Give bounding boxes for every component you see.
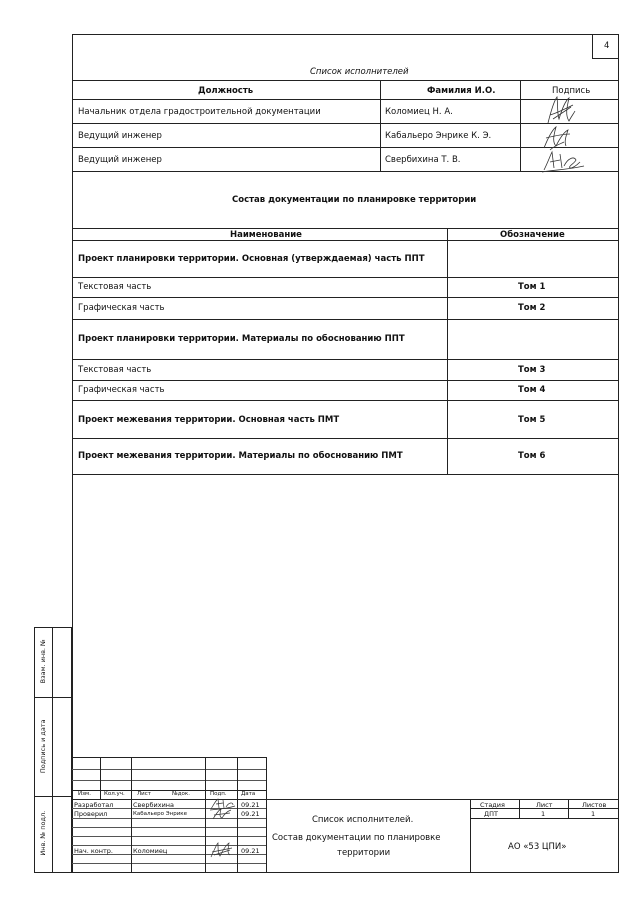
- title-block-col: [205, 757, 206, 873]
- side-stamp-podpis-label: Подпись и дата: [38, 719, 47, 774]
- title-block-col: [266, 757, 267, 873]
- composition-row-line: [72, 359, 619, 360]
- composition-top-line: [72, 228, 619, 229]
- doc-title-line2: Состав документации по планировке: [272, 833, 441, 843]
- side-stamp-row-line: [34, 697, 72, 698]
- performers-header-name: Фамилия И.О.: [427, 86, 496, 96]
- side-stamp-row-line: [34, 796, 72, 797]
- stage-header: Стадия: [480, 801, 505, 809]
- title-row-role: Проверил: [74, 810, 108, 818]
- composition-row-line: [72, 438, 619, 439]
- sheet-number-border-bottom: [592, 58, 619, 59]
- sheet-value: 1: [541, 810, 546, 818]
- composition-row-designation: Том 2: [518, 303, 546, 313]
- composition-row-line: [72, 400, 619, 401]
- composition-row-name: Графическая часть: [78, 385, 165, 395]
- title-block-col: [470, 799, 471, 873]
- title-block-col: [131, 757, 132, 873]
- title-row-name: Кабальеро Энрике: [133, 811, 187, 817]
- performers-title: Список исполнителей: [310, 67, 409, 77]
- title-row-date: 09.21: [241, 847, 260, 855]
- composition-header-line: [72, 240, 619, 241]
- composition-header-designation: Обозначение: [500, 230, 565, 240]
- composition-row-name: Текстовая часть: [78, 282, 152, 292]
- title-block-line: [72, 799, 619, 800]
- title-row-date: 09.21: [241, 801, 260, 809]
- side-stamp-inv-label: Инв. № подл.: [38, 810, 47, 856]
- title-row-name: Свербихина: [133, 801, 175, 809]
- col-header-kol-uch: Кол.уч.: [104, 791, 125, 797]
- performer-name: Кабальеро Энрике К. Э.: [385, 131, 492, 141]
- performer-position: Начальник отдела градостроительной документации: [78, 107, 321, 117]
- col-header-list: Лист: [137, 791, 151, 797]
- col-header-izm: Изм.: [78, 791, 91, 797]
- performers-row-line: [72, 147, 619, 148]
- title-block-col: [519, 799, 520, 818]
- composition-row-name: Проект межевания территории. Основная часть ПМТ: [78, 415, 340, 425]
- sheets-value: 1: [591, 810, 596, 818]
- performer-position: Ведущий инженер: [78, 131, 162, 141]
- composition-header-name: Наименование: [230, 230, 302, 240]
- composition-row-designation: Том 5: [518, 415, 546, 425]
- performers-header-signature: Подпись: [552, 86, 591, 96]
- composition-title: Состав документации по планировке территории: [232, 195, 477, 205]
- side-stamp-divider: [52, 627, 53, 873]
- performers-row-line: [72, 123, 619, 124]
- title-row-name: Коломиец: [133, 847, 168, 855]
- composition-row-name: Графическая часть: [78, 303, 165, 313]
- title-row-role: Нач. контр.: [74, 847, 113, 855]
- performers-col-divider: [380, 80, 381, 171]
- composition-row-designation: Том 1: [518, 282, 546, 292]
- composition-row-line: [72, 277, 619, 278]
- performer-name: Коломиец Н. А.: [385, 107, 453, 117]
- composition-row-name: Проект планировки территории. Материалы по обоснованию ППТ: [78, 334, 405, 344]
- title-row-role: Разработал: [74, 801, 114, 809]
- composition-row-designation: Том 4: [518, 385, 546, 395]
- performer-position: Ведущий инженер: [78, 155, 162, 165]
- performer-name: Свербихина Т. В.: [385, 155, 461, 165]
- performers-top-line: [72, 80, 619, 81]
- performers-header-line: [72, 99, 619, 100]
- composition-row-designation: Том 6: [518, 451, 546, 461]
- doc-title-line1: Список исполнителей.: [312, 815, 414, 825]
- organization: АО «53 ЦПИ»: [508, 842, 567, 852]
- composition-row-line: [72, 319, 619, 320]
- col-header-podp: Подп.: [210, 791, 227, 797]
- performers-row-line: [72, 171, 619, 172]
- sheet-header: Лист: [536, 801, 553, 809]
- signature-image: [208, 841, 236, 859]
- title-block-col: [237, 757, 238, 873]
- performers-header-position: Должность: [198, 86, 254, 96]
- title-block-line: [470, 818, 619, 819]
- title-block-col: [100, 757, 101, 799]
- col-header-data: Дата: [241, 791, 256, 797]
- signature-image: [210, 807, 234, 821]
- stage-value: ДПТ: [484, 810, 498, 818]
- side-stamp-vzam-label: Взам. инв. №: [38, 639, 47, 684]
- composition-row-name: Проект планировки территории. Основная (утверждаемая) часть ППТ: [78, 254, 425, 264]
- title-block-col: [568, 799, 569, 818]
- col-header-n-dok: №док.: [172, 791, 190, 797]
- composition-row-designation: Том 3: [518, 365, 546, 375]
- signature-image: [545, 93, 577, 127]
- composition-row-line: [72, 474, 619, 475]
- sheet-number-border-left: [592, 34, 593, 58]
- composition-row-name: Текстовая часть: [78, 365, 152, 375]
- composition-row-line: [72, 380, 619, 381]
- title-row-date: 09.21: [241, 810, 260, 818]
- sheets-header: Листов: [582, 801, 607, 809]
- signature-image: [540, 148, 586, 174]
- sheet-number: 4: [604, 41, 610, 51]
- performers-col-divider: [520, 80, 521, 171]
- composition-row-line: [72, 297, 619, 298]
- composition-row-name: Проект межевания территории. Материалы по обоснованию ПМТ: [78, 451, 403, 461]
- doc-title-line3: территории: [337, 848, 391, 858]
